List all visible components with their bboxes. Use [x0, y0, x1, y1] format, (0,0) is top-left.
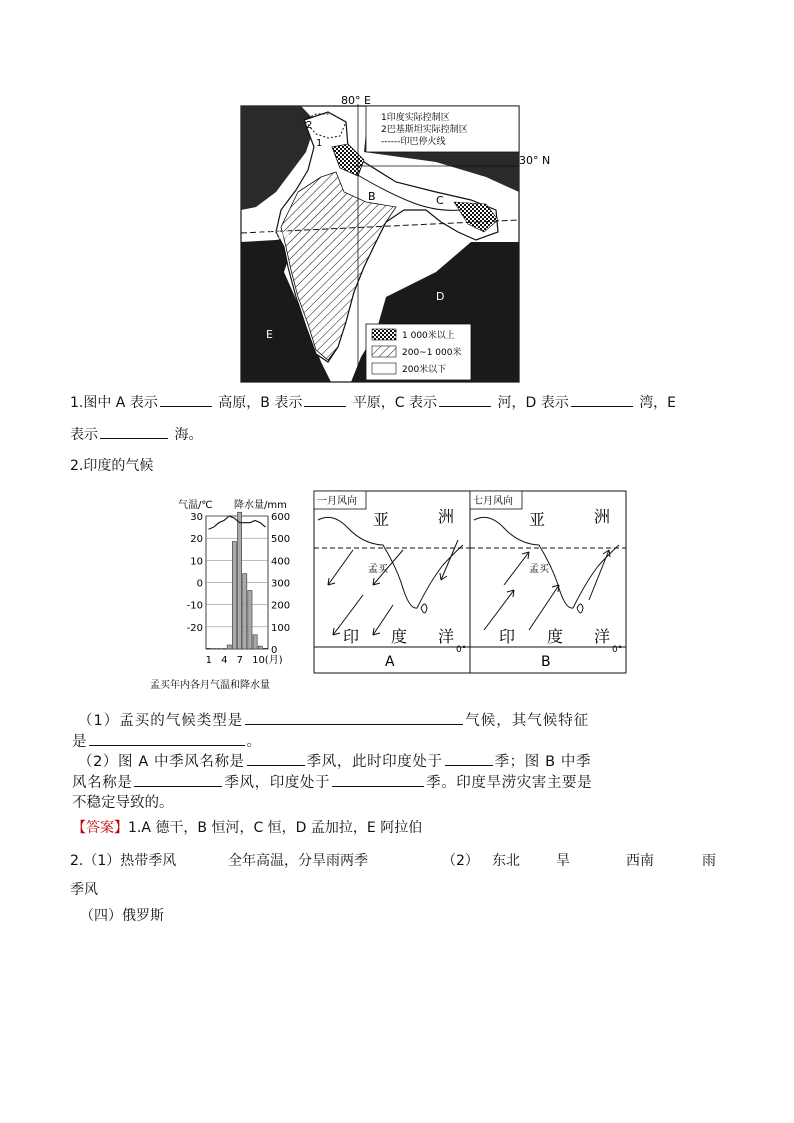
temp-tick-label: 30 — [190, 512, 203, 523]
left-axis-title: 气温/℃ — [178, 500, 213, 511]
month-tick-label: 4 — [221, 655, 228, 666]
precip-bar — [248, 590, 252, 649]
label-80e: 80° E — [341, 94, 371, 107]
legend-top-2: 2巴基斯坦实际控制区 — [381, 125, 468, 135]
chart-caption: 孟买年内各月气温和降水量 — [150, 680, 270, 691]
sub2-text: 季风，印度处于 — [224, 775, 331, 791]
q1-text: 河，D 表示 — [497, 395, 569, 411]
month-tick-label: 7 — [236, 655, 243, 666]
label-b: B — [368, 190, 376, 203]
answer-part: 旱 — [556, 853, 570, 869]
gridlines — [206, 516, 268, 649]
precip-tick-label: 400 — [271, 556, 291, 568]
precip-tick-label: 300 — [271, 578, 291, 590]
answer-part: 2.（1）热带季风 — [70, 853, 177, 869]
precip-tick-label: 100 — [271, 622, 291, 634]
precip-tick-label: 200 — [271, 600, 291, 612]
blank-b[interactable] — [304, 392, 346, 407]
precip-bar — [243, 574, 247, 649]
answer-text: 1.A 德干，B 恒河，C 恒，D 孟加拉，E 阿拉伯 — [128, 820, 423, 836]
label-e: E — [266, 328, 273, 341]
q1-text: 表示 — [70, 427, 98, 443]
blank-climate-feature[interactable] — [89, 731, 245, 746]
label-c: C — [436, 194, 444, 207]
label-zhou: 洲 — [594, 507, 611, 526]
precip-bar — [258, 646, 262, 649]
label-map-a: A — [385, 654, 395, 670]
label-equator: 0° — [612, 645, 623, 655]
precip-bars — [207, 512, 268, 649]
label-d: D — [436, 290, 445, 303]
sub1-line2 — [72, 731, 261, 752]
temp-tick-label: 20 — [190, 534, 203, 546]
answer-part: 全年高温，分旱雨两季 — [228, 853, 368, 869]
sub1-text: 气候，其气候特征 — [465, 713, 590, 729]
label-zhou: 洲 — [438, 507, 455, 526]
q1-text: 平原，C 表示 — [352, 395, 438, 411]
temp-tick-label: -10 — [186, 600, 203, 612]
sub2-text: 季。印度旱涝灾害主要是 — [426, 775, 593, 791]
blank-a[interactable] — [160, 392, 212, 407]
q1-text: 高原，B 表示 — [218, 395, 303, 411]
q1-line1 — [70, 392, 676, 413]
label-ocean-1: 印 — [499, 627, 516, 646]
label-equator: 0° — [456, 645, 467, 655]
sub2-text: 季风，此时印度处于 — [306, 754, 443, 770]
sub1-text: 是 — [72, 734, 87, 750]
answer-part: 东北 — [492, 853, 520, 869]
precip-bar — [238, 512, 242, 649]
label-a: A — [323, 264, 331, 277]
answer-part: 西南 — [626, 853, 654, 869]
sub2-line3: 不稳定导致的。 — [72, 795, 174, 811]
month-tick-label: 10(月) — [252, 655, 283, 666]
precip-tick-label: 600 — [271, 512, 291, 523]
label-ocean-3: 洋 — [594, 627, 611, 646]
sub1-text: 。 — [246, 734, 261, 750]
blank-monsoon-b[interactable] — [134, 772, 222, 787]
answer-tag: 【答案】 — [72, 820, 128, 836]
label-ocean-3: 洋 — [438, 627, 455, 646]
label-30n: 30° N — [519, 154, 551, 167]
wind-map-title: 一月风向 — [317, 496, 357, 507]
precip-bar — [232, 541, 236, 649]
tropic-label: 北回归线 — [254, 231, 291, 241]
answer-part: 雨 — [702, 853, 716, 869]
right-axis-title: 降水量/mm — [234, 500, 287, 511]
label-mumbai: 孟买 — [529, 564, 549, 575]
climate-chart — [150, 494, 313, 692]
sub2-line1 — [78, 751, 591, 772]
sub1-line1 — [78, 710, 589, 731]
label-mumbai: 孟买 — [368, 564, 388, 575]
precip-tick-label: 500 — [271, 534, 291, 546]
legend-bottom-1: 1 000米以上 — [402, 331, 455, 341]
month-tick-label: 1 — [205, 655, 212, 666]
q1-text: 1.图中 A 表示 — [70, 395, 158, 411]
label-ocean-2: 度 — [547, 627, 564, 646]
sub1-text: （1）孟买的气候类型是 — [78, 713, 244, 729]
answer-line3: 季风 — [70, 882, 98, 898]
answer-line1 — [72, 818, 422, 838]
label-ocean-2: 度 — [391, 627, 408, 646]
blank-climate-type[interactable] — [245, 710, 463, 725]
blank-d[interactable] — [571, 392, 633, 407]
q1-text: 海。 — [174, 427, 203, 443]
blank-e[interactable] — [100, 424, 168, 439]
label-ocean-1: 印 — [343, 627, 360, 646]
label-map-b: B — [541, 654, 551, 670]
temp-tick-label: 10 — [190, 556, 203, 568]
q2-title: 2.印度的气候 — [70, 458, 154, 474]
blank-c[interactable] — [439, 392, 491, 407]
legend-top-3: ------印巴停火线 — [381, 137, 446, 147]
precip-bar — [207, 648, 211, 649]
precip-bar — [263, 648, 267, 649]
label-asia: 亚 — [373, 510, 390, 529]
temp-tick-label: 0 — [196, 578, 203, 590]
label-asia: 亚 — [529, 510, 546, 529]
temp-tick-label: -20 — [186, 622, 203, 634]
blank-season-b[interactable] — [332, 772, 424, 787]
temperature-line — [209, 516, 266, 529]
precip-bar — [227, 645, 231, 649]
wind-map-january — [313, 490, 471, 674]
label-num-1: 1 — [316, 138, 323, 149]
q1-text: 湾，E — [639, 395, 677, 411]
label-num-2: 2 — [306, 120, 313, 131]
legend-top-1: 1印度实际控制区 — [381, 113, 450, 123]
next-section-title: （四）俄罗斯 — [80, 908, 164, 924]
sub2-line2 — [72, 772, 592, 793]
india-map — [236, 92, 556, 387]
sub2-text: 风名称是 — [72, 775, 133, 791]
wind-map-title: 七月风向 — [473, 496, 513, 507]
precip-tick-label: 0 — [271, 645, 278, 656]
legend-bottom-3: 200米以下 — [402, 365, 447, 375]
wind-map-july — [469, 490, 629, 674]
legend-bottom-2: 200~1 000米 — [402, 348, 462, 358]
precip-bar — [253, 635, 257, 649]
sub2-text: （2）图 A 中季风名称是 — [78, 754, 245, 770]
q1-line2 — [70, 424, 202, 445]
sub2-text: 季；图 B 中季 — [494, 754, 592, 770]
blank-monsoon-a[interactable] — [247, 751, 305, 766]
answer-part: （2） — [442, 853, 479, 869]
blank-season-a[interactable] — [445, 751, 493, 766]
